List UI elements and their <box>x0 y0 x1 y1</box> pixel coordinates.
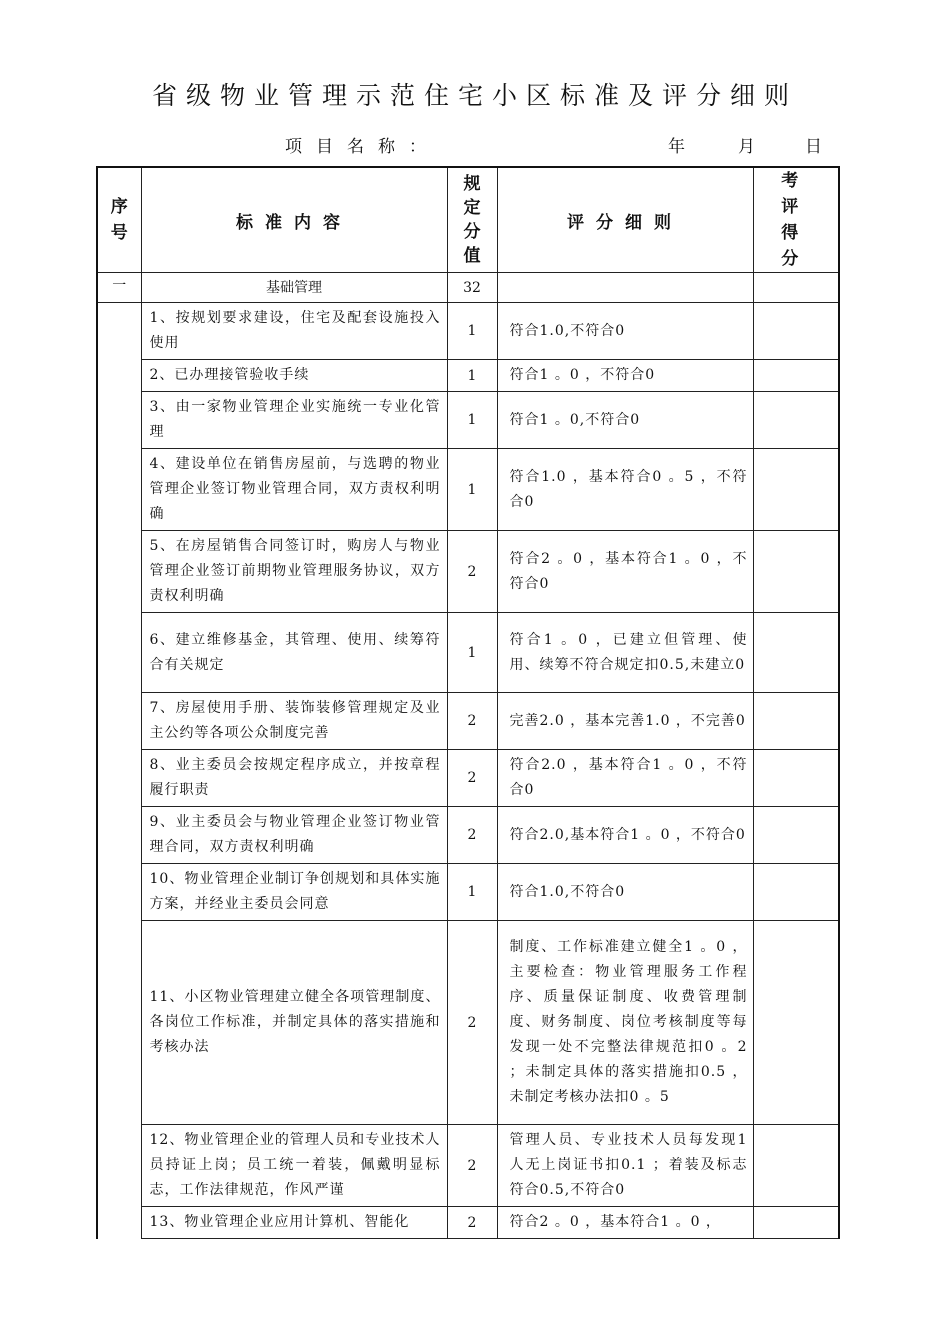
row-content: 10、物业管理企业制订争创规划和具体实施方案，并经业主委员会同意 <box>141 864 447 921</box>
row-seq-cell <box>97 750 141 807</box>
row-detail: 符合2.0,基本符合1 。0 ，不符合0 <box>497 807 753 864</box>
row-score: 2 <box>447 807 497 864</box>
table-row <box>97 750 839 807</box>
day-label: 日 <box>805 137 822 157</box>
row-score: 1 <box>447 449 497 531</box>
row-content: 5、在房屋销售合同签订时，购房人与物业管理企业签订前期物业管理服务协议，双方责权利明确 <box>141 531 447 613</box>
section-detail-cell <box>497 273 753 303</box>
row-eval-cell[interactable] <box>753 750 839 807</box>
row-score: 1 <box>447 392 497 449</box>
project-info-line <box>0 132 950 156</box>
row-seq-cell <box>97 360 141 392</box>
header-eval <box>753 167 839 273</box>
row-eval-cell[interactable] <box>753 613 839 693</box>
row-detail: 符合1 。0 ，不符合0 <box>497 360 753 392</box>
header-seq-label: 序号 <box>110 197 128 243</box>
row-seq-cell <box>97 303 141 360</box>
project-name-label: 项目名称： <box>285 137 440 157</box>
row-seq-cell <box>97 613 141 693</box>
row-detail: 符合1 。0,不符合0 <box>497 392 753 449</box>
table-row <box>97 693 839 750</box>
row-eval-cell[interactable] <box>753 693 839 750</box>
row-content: 12、物业管理企业的管理人员和专业技术人员持证上岗；员工统一着装，佩戴明显标志，工作法律规范，作风严谨 <box>141 1125 447 1207</box>
row-eval-cell[interactable] <box>753 807 839 864</box>
header-seq <box>97 167 141 273</box>
row-content: 8、业主委员会按规定程序成立，并按章程履行职责 <box>141 750 447 807</box>
row-content: 3、由一家物业管理企业实施统一专业化管理 <box>141 392 447 449</box>
row-detail: 符合1.0,不符合0 <box>497 864 753 921</box>
row-content: 11、小区物业管理建立健全各项管理制度、各岗位工作标准，并制定具体的落实措施和考核办法 <box>141 921 447 1125</box>
row-eval-cell[interactable] <box>753 1207 839 1239</box>
row-detail: 符合2 。0 ，基本符合1 。0 ，不符合0 <box>497 531 753 613</box>
row-content: 6、建立维修基金，其管理、使用、续筹符合有关规定 <box>141 613 447 693</box>
page-title: 省级物业管理示范住宅小区标准及评分细则 <box>151 81 798 110</box>
row-score: 2 <box>447 921 497 1125</box>
table-row <box>97 921 839 1125</box>
table-row <box>97 303 839 360</box>
row-score: 2 <box>447 693 497 750</box>
row-eval-cell[interactable] <box>753 1125 839 1207</box>
row-content: 1、按规划要求建设，住宅及配套设施投入使用 <box>141 303 447 360</box>
row-seq-cell <box>97 864 141 921</box>
section-title: 基础管理 <box>141 273 447 303</box>
row-detail: 管理人员、专业技术人员每发现1 人无上岗证书扣0.1 ；着装及标志符合0.5,不符合0 <box>497 1125 753 1207</box>
row-score: 1 <box>447 303 497 360</box>
row-detail: 符合1.0,不符合0 <box>497 303 753 360</box>
row-score: 2 <box>447 1125 497 1207</box>
row-score: 2 <box>447 750 497 807</box>
row-detail: 符合1.0 ，基本符合0 。5 ，不符合0 <box>497 449 753 531</box>
row-content: 9、业主委员会与物业管理企业签订物业管理合同，双方责权利明确 <box>141 807 447 864</box>
table-header-row <box>97 167 839 273</box>
row-score: 2 <box>447 1207 497 1239</box>
row-detail: 制度、工作标准建立健全1 。0 ，主要检查：物业管理服务工作程序、质量保证制度、收费管理制度、财务制度、岗位考核制度等每发现一处不完整法律规范扣0 。2 ；未制定具体的落实措施扣0.5 ，未制定考核办法扣0 。5 <box>497 921 753 1125</box>
table-row <box>97 392 839 449</box>
row-eval-cell[interactable] <box>753 360 839 392</box>
header-eval-label: 考评得分 <box>781 171 811 269</box>
row-seq-cell <box>97 807 141 864</box>
row-score: 1 <box>447 360 497 392</box>
row-content: 13、物业管理企业应用计算机、智能化 <box>141 1207 447 1239</box>
table-row <box>97 864 839 921</box>
row-content: 7、房屋使用手册、装饰装修管理规定及业主公约等各项公众制度完善 <box>141 693 447 750</box>
row-seq-cell <box>97 1207 141 1239</box>
row-eval-cell[interactable] <box>753 921 839 1125</box>
row-content: 2、已办理接管验收手续 <box>141 360 447 392</box>
table-row <box>97 807 839 864</box>
year-label: 年 <box>668 137 685 157</box>
row-score: 1 <box>447 613 497 693</box>
row-detail: 符合2.0 ，基本符合1 。0 ，不符合0 <box>497 750 753 807</box>
row-content: 4、建设单位在销售房屋前，与选聘的物业管理企业签订物业管理合同，双方责权利明确 <box>141 449 447 531</box>
month-label: 月 <box>738 137 755 157</box>
header-detail: 评分细则 <box>497 167 753 273</box>
scoring-table <box>96 166 840 1239</box>
row-eval-cell[interactable] <box>753 303 839 360</box>
table-row <box>97 449 839 531</box>
row-eval-cell[interactable] <box>753 531 839 613</box>
row-seq-cell <box>97 693 141 750</box>
row-eval-cell[interactable] <box>753 392 839 449</box>
section-score: 32 <box>447 273 497 303</box>
header-score <box>447 167 497 273</box>
section-row <box>97 273 839 303</box>
table-row <box>97 360 839 392</box>
section-eval-cell[interactable] <box>753 273 839 303</box>
row-eval-cell[interactable] <box>753 449 839 531</box>
table-row <box>97 1207 839 1239</box>
row-eval-cell[interactable] <box>753 864 839 921</box>
header-score-label: 规定分值 <box>463 174 481 266</box>
row-detail: 符合2 。0 ，基本符合1 。0 ， <box>497 1207 753 1239</box>
row-detail: 符合1 。0 ，已建立但管理、使用、续筹不符合规定扣0.5,未建立0 <box>497 613 753 693</box>
row-score: 1 <box>447 864 497 921</box>
row-seq-cell <box>97 1125 141 1207</box>
table-row <box>97 613 839 693</box>
row-seq-cell <box>97 449 141 531</box>
header-content: 标准内容 <box>141 167 447 273</box>
row-score: 2 <box>447 531 497 613</box>
section-seq: 一 <box>97 273 141 303</box>
table-row <box>97 1125 839 1207</box>
row-detail: 完善2.0 ，基本完善1.0 ，不完善0 <box>497 693 753 750</box>
table-row <box>97 531 839 613</box>
row-seq-cell <box>97 531 141 613</box>
row-seq-cell <box>97 392 141 449</box>
row-seq-cell <box>97 921 141 1125</box>
